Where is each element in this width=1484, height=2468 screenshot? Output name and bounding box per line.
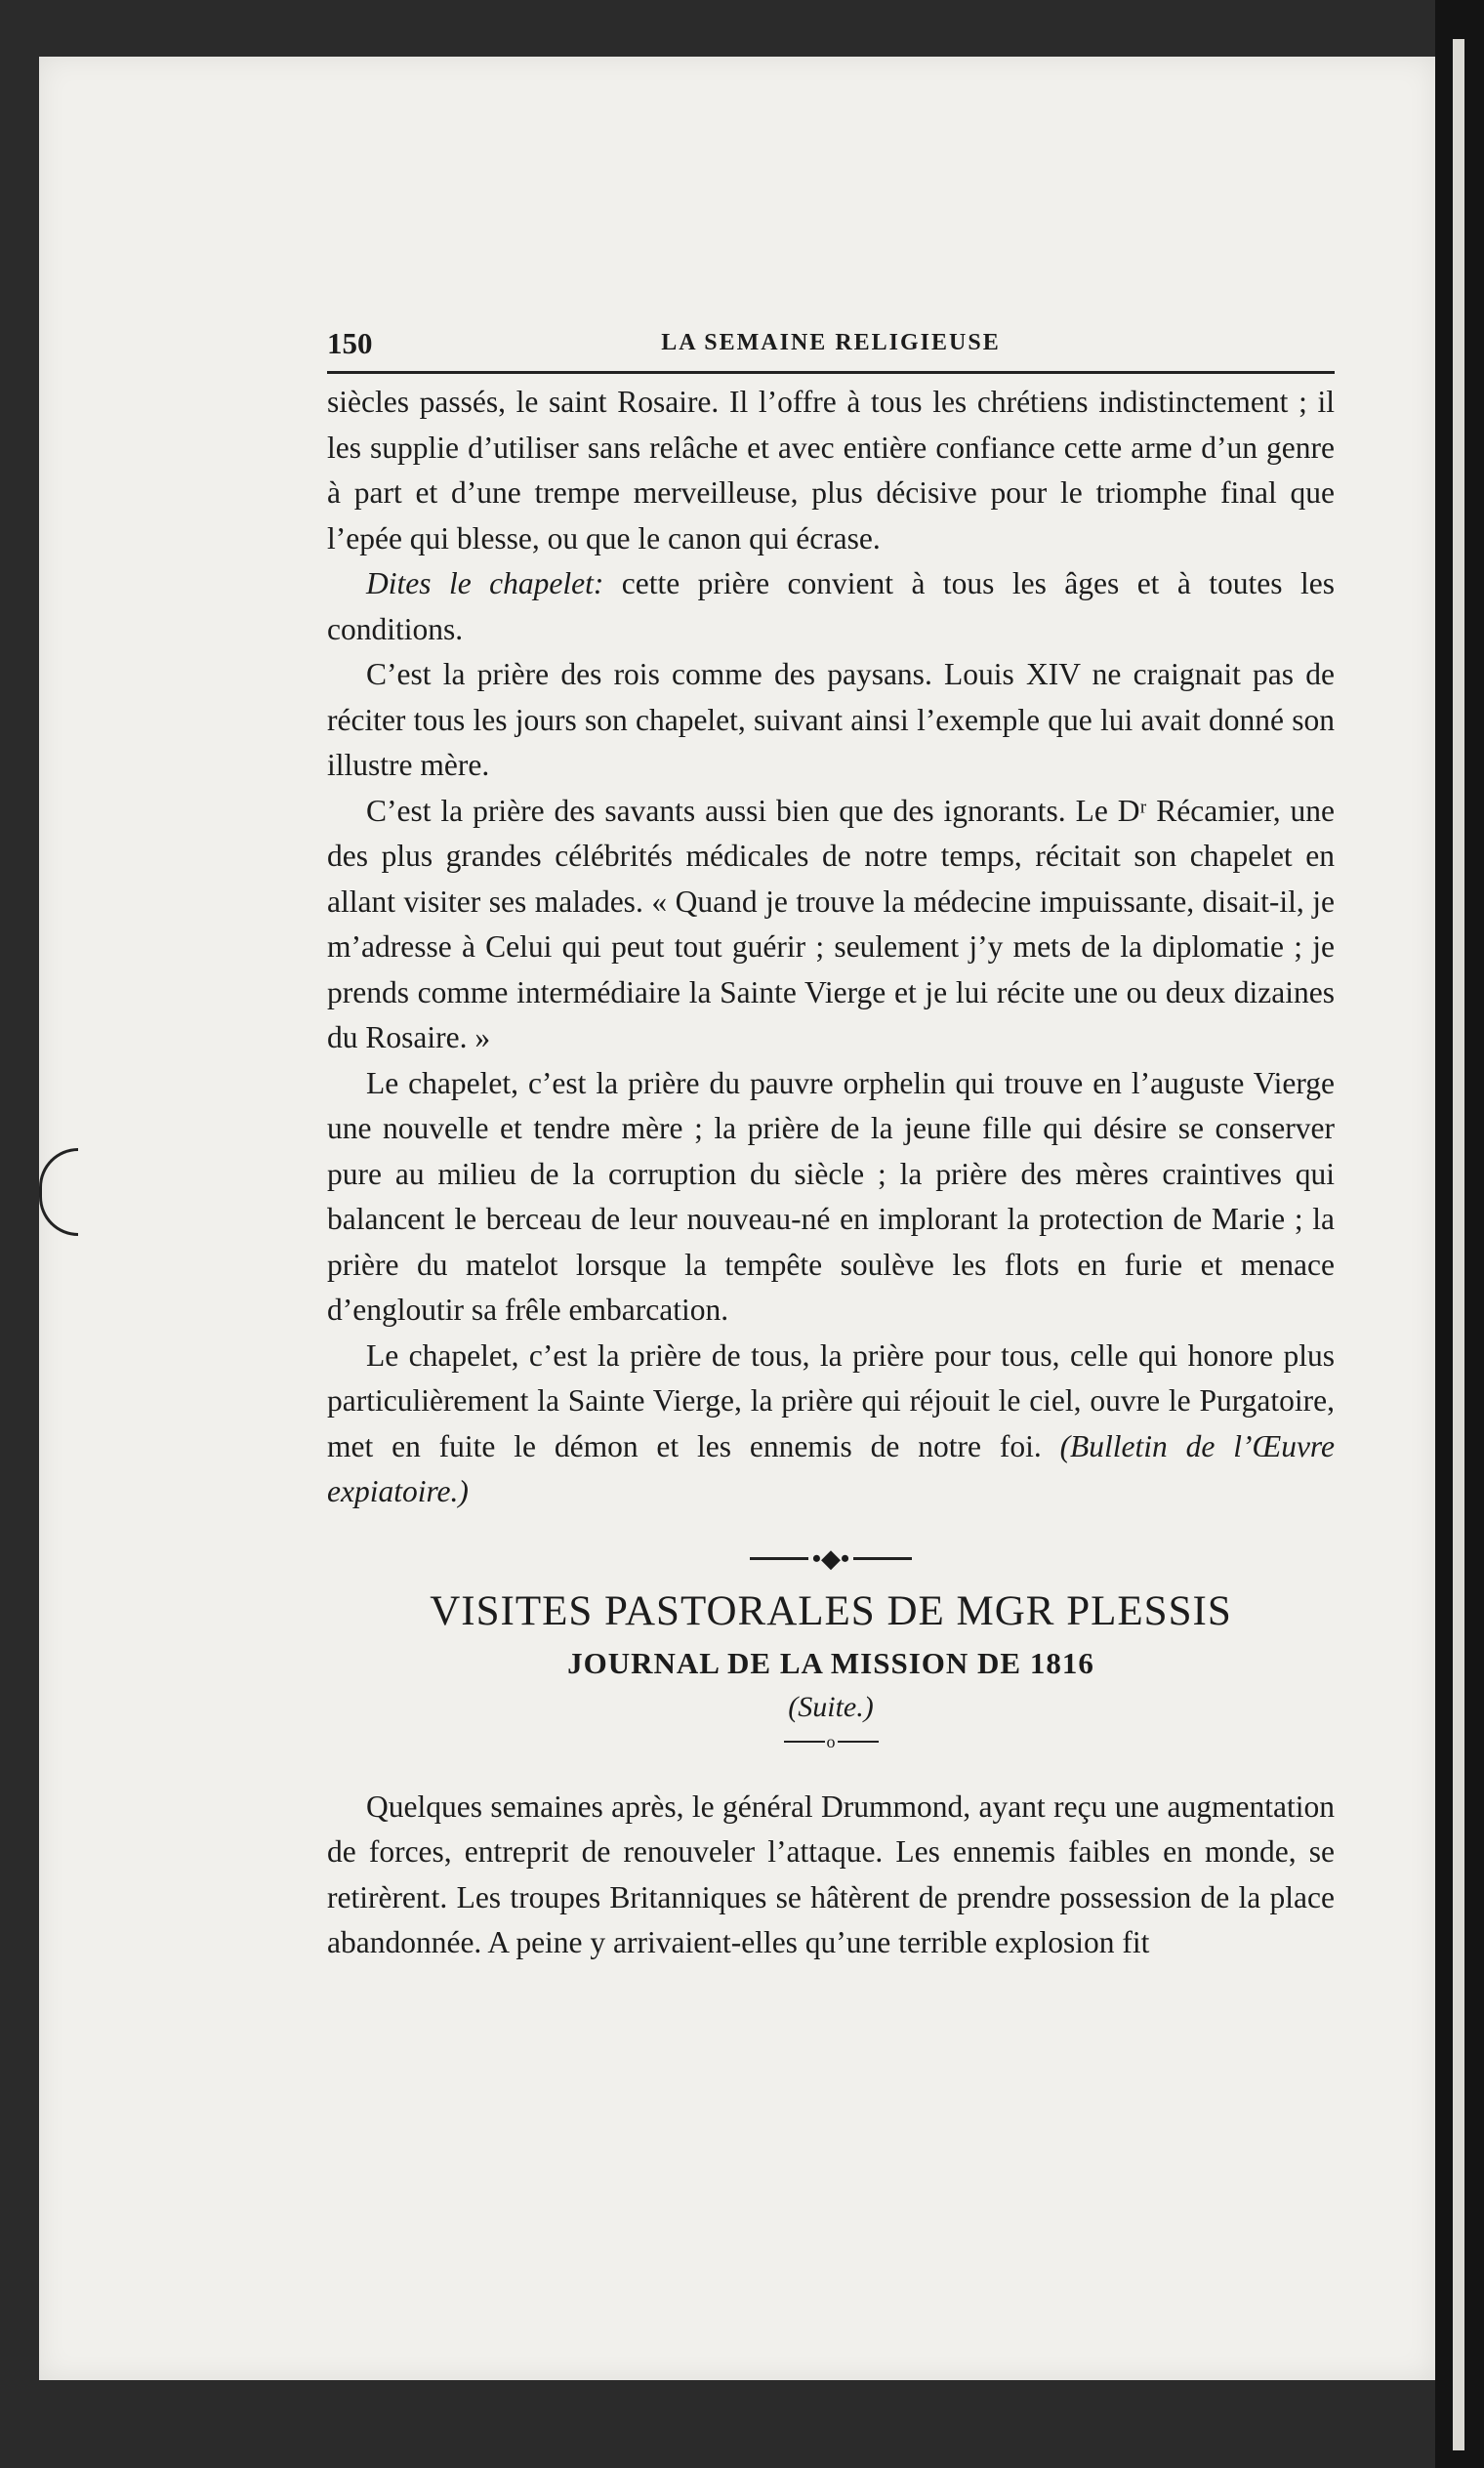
section-paragraph-1: Quelques semaines après, le général Drummond, ayant reçu une augmentation de forces, entreprit de renouveler l’attaque. Les ennemis faibles en monde, se retirèrent. Les troupes Britanniques se hâtèrent de prendre possession de la place abandonnée. A peine y arrivaient-elles qu’une terrible explosion fit [327,1789,1335,1960]
small-divider: o [327,1732,1335,1751]
article-body [327,380,1335,1515]
paragraph-2 [327,561,1335,652]
paragraph-2-italic: Dites le chapelet: [366,566,604,600]
section-subtitle: JOURNAL DE LA MISSION DE 1816 [567,1645,1094,1680]
running-title: LA SEMAINE RELIGIEUSE [661,330,1001,355]
section-divider-ornament: •◆• [327,1544,1335,1572]
paragraph-6 [327,1334,1335,1515]
running-head [327,318,1335,374]
paragraph-3: C’est la prière des rois comme des paysans. Louis XIV ne craignait pas de réciter tous les jours son chapelet, suivant ainsi l’exemple que lui avait donné son illustre mère. [327,657,1335,782]
section-title: VISITES PASTORALES DE MGR PLESSIS [430,1587,1232,1634]
paragraph-1: siècles passés, le saint Rosaire. Il l’offre à tous les chrétiens indistinctement ; il les supplie d’utiliser sans relâche et avec entière confiance cette arme d’un genre à part et d’une trempe merveilleuse, plus décisive pour le triomphe final que l’epée qui blesse, ou que le canon qui écrase. [327,385,1335,555]
adjacent-page-edge [1435,0,1484,2468]
paragraph-6-text: Le chapelet, c’est la prière de tous, la prière pour tous, celle qui honore plus particulièrement la Sainte Vierge, la prière qui réjouit le ciel, ouvre le Purgatoire, met en fuite le démon et les ennemis de notre foi. [327,1337,1335,1463]
book-page [39,57,1435,2380]
source-citation: (Bulletin de l’Œuvre expiatoire.) [327,1428,1335,1508]
paragraph-5: Le chapelet, c’est la prière du pauvre orphelin qui trouve en l’auguste Vierge une nouvelle et tendre mère ; la prière de la jeune fille qui désire se conserver pure au milieu de la corruption du siècle ; la prière des mères craintives qui balancent le berceau de leur nouveau-né en implorant la protection de Marie ; la prière du matelot lorsque la tempête soulève les flots en furie et menace d’engloutir sa frêle embarcation. [327,1065,1335,1327]
paragraph-4: C’est la prière des savants aussi bien que des ignorants. Le Dʳ Récamier, une des plus grandes célébrités médicales de notre temps, récitait son chapelet en allant visiter ses malades. « Quand je trouve la médecine impuissante, disait-il, je m’adresse à Celui qui peut tout guérir ; seulement j’y mets de la diplomatie ; je prends comme intermédiaire la Sainte Vierge et je lui récite une ou deux dizaines du Rosaire. » [327,793,1335,1054]
page-number: 150 [327,326,373,360]
paragraph-2-rest: cette prière convient à tous les âges et à toutes les conditions. [327,566,1335,646]
section-suite-label: (Suite.) [788,1690,874,1723]
margin-bracket-mark [39,1148,78,1236]
text-column [327,318,1335,1966]
